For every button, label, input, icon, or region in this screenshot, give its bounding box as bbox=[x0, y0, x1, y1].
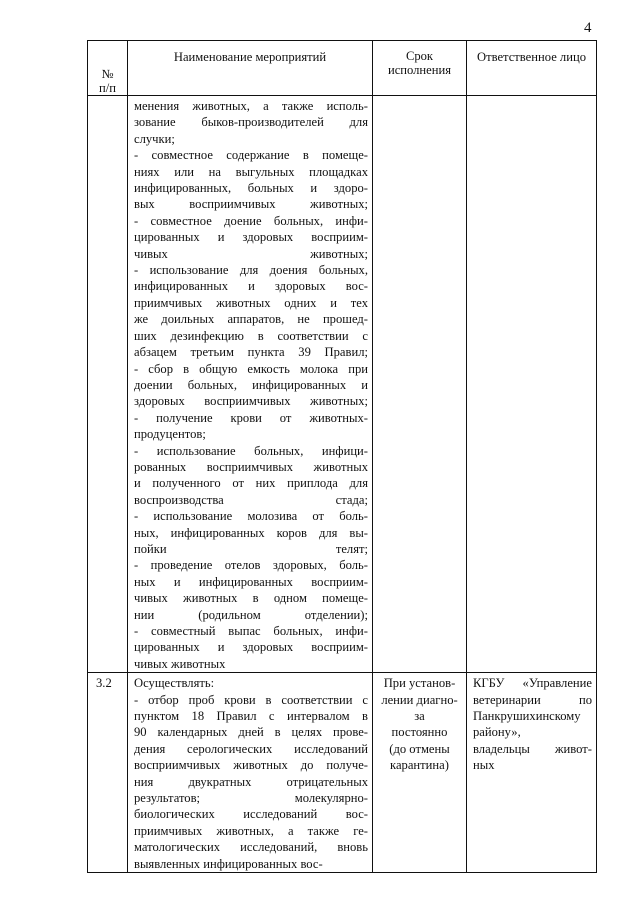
text-line: лении диагно- bbox=[381, 692, 458, 707]
text-line: приимчивых животных одних и тех bbox=[134, 295, 368, 310]
page-number: 4 bbox=[584, 20, 592, 36]
header-number-line2: п/п bbox=[99, 81, 116, 95]
text-line: абзацем третьим пункта 39 Правил; bbox=[134, 345, 368, 360]
header-number-line1: № bbox=[101, 67, 114, 81]
text-line: ветеринарии по bbox=[473, 692, 592, 707]
text-line: - проведение отелов здоровых, боль- bbox=[134, 558, 368, 573]
row-name bbox=[128, 96, 373, 673]
text-line: результатов; молекулярно- bbox=[134, 791, 368, 806]
text-line: - совместный выпас больных, инфи- bbox=[134, 624, 368, 638]
text-line: ных и инфицированных восприим- bbox=[134, 574, 368, 589]
text-line: - отбор проб крови в соответствии с bbox=[134, 692, 368, 707]
header-term-line1: Срок bbox=[405, 49, 434, 63]
text-line: матологических исследований, вновь bbox=[134, 840, 368, 855]
header-name: Наименование мероприятий bbox=[128, 41, 373, 96]
text-line: менения животных, а также исполь- bbox=[134, 99, 368, 113]
text-line: продуцентов; bbox=[134, 427, 206, 442]
text-line: здоровых восприимчивых животных; bbox=[134, 394, 368, 409]
text-line: цированных и здоровых восприим- bbox=[134, 230, 368, 245]
row-name bbox=[128, 673, 373, 873]
header-number bbox=[88, 41, 128, 96]
text-line: 90 календарных дней в целях прове- bbox=[134, 725, 368, 740]
text-line: Панкрушихинскому bbox=[473, 709, 581, 724]
row-term bbox=[373, 673, 467, 873]
text-line: восприимчивых животных до получе- bbox=[134, 758, 368, 773]
text-line: владельцы живот- bbox=[473, 741, 592, 756]
text-line: воспроизводства стада; bbox=[134, 492, 368, 507]
text-line: пунктом 18 Правил с интервалом в bbox=[134, 709, 368, 724]
text-line: карантина) bbox=[390, 758, 449, 773]
text-line: случки; bbox=[134, 131, 175, 146]
text-line: чивых животных в одном помеще- bbox=[134, 591, 368, 606]
row-number bbox=[88, 96, 128, 673]
measures-table bbox=[87, 40, 597, 873]
table-header-row bbox=[88, 41, 597, 96]
text-line: нии (родильном отделении); bbox=[134, 607, 368, 622]
table-row bbox=[88, 673, 597, 873]
text-line: Осуществлять: bbox=[134, 676, 215, 691]
text-line: (до отмены bbox=[389, 741, 450, 756]
text-line: - использование для доения больных, bbox=[134, 263, 368, 278]
table-row bbox=[88, 96, 597, 673]
text-line: доении больных, инфицированных и bbox=[134, 377, 368, 392]
text-line: - совместное содержание в помеще- bbox=[134, 148, 368, 163]
text-line: ния двукратных отрицательных bbox=[134, 774, 368, 789]
text-line: чивых животных bbox=[134, 656, 226, 671]
text-line: пойки телят; bbox=[134, 541, 368, 556]
row-number: 3.2 bbox=[88, 673, 128, 873]
text-line: КГБУ «Управление bbox=[473, 676, 592, 691]
text-line: инфицированных, больных и здоро- bbox=[134, 181, 368, 196]
row-responsible bbox=[467, 96, 597, 673]
text-line: чивых животных; bbox=[134, 246, 368, 261]
header-term bbox=[373, 41, 467, 96]
text-line: приимчивых животных, а также ге- bbox=[134, 823, 368, 838]
text-line: - получение крови от животных- bbox=[134, 410, 368, 425]
text-line: ных bbox=[473, 758, 495, 773]
text-line: биологических исследований вос- bbox=[134, 807, 368, 822]
header-responsible: Ответственное лицо bbox=[467, 41, 597, 96]
text-line: цированных и здоровых восприим- bbox=[134, 640, 368, 655]
text-line: - использование молозива от боль- bbox=[134, 509, 368, 524]
text-line: и полученного от них приплода для bbox=[134, 476, 368, 491]
text-line: ших дезинфекцию в соответствии с bbox=[134, 328, 368, 343]
text-line: району», bbox=[473, 725, 521, 740]
text-line: - совместное доение больных, инфи- bbox=[134, 213, 368, 228]
text-line: ных, инфицированных коров для вы- bbox=[134, 525, 368, 540]
text-line: инфицированных и здоровых вос- bbox=[134, 279, 368, 294]
row-term bbox=[373, 96, 467, 673]
text-line: выявленных инфицированных вос- bbox=[134, 856, 323, 871]
text-line: При установ- bbox=[383, 676, 456, 691]
text-line: же доильных аппаратов, не прошед- bbox=[134, 312, 368, 327]
text-line: рованных восприимчивых животных bbox=[134, 459, 368, 474]
text-line: дения серологических исследований bbox=[134, 741, 368, 756]
text-line: постоянно bbox=[391, 725, 448, 740]
text-line: ниях или на выгульных площадках bbox=[134, 164, 368, 179]
row-responsible bbox=[467, 673, 597, 873]
text-line: зование быков-производителей для bbox=[134, 115, 368, 130]
header-term-line2: исполнения bbox=[387, 63, 452, 77]
text-line: вых восприимчивых животных; bbox=[134, 197, 368, 212]
text-line: - сбор в общую емкость молока при bbox=[134, 361, 368, 376]
text-line: - использование больных, инфици- bbox=[134, 443, 368, 458]
text-line: за bbox=[414, 709, 425, 724]
